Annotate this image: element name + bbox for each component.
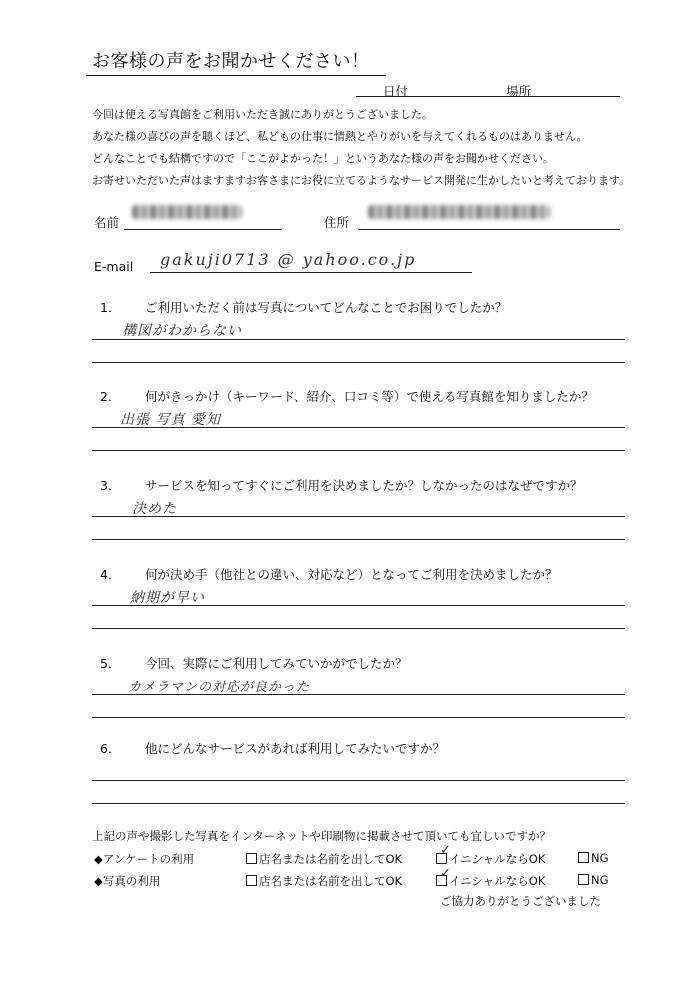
q6-line-1 <box>92 780 625 781</box>
q5-text: 今回、実際にご利用してみていかがでしたか？ <box>145 656 408 671</box>
consent-row-1-opt2[interactable] <box>436 851 545 867</box>
q2-text: 何がきっかけ（キーワード、紹介、口コミ等）で使える写真館を知りましたか？ <box>145 389 594 404</box>
q5-line-1 <box>92 694 625 695</box>
checkmark-icon: ✓ <box>440 866 451 881</box>
consent-row-2-opt3[interactable] <box>578 873 609 887</box>
q2-line-1 <box>92 427 625 428</box>
checkbox-icon[interactable] <box>246 853 257 864</box>
address-label: 住所 <box>324 215 350 230</box>
intro-line-3: どんなことでも結構ですので「ここがよかった！」というあなた様の声をお聞かせください。 <box>92 152 554 165</box>
checkbox-icon[interactable] <box>246 875 257 886</box>
date-label: 日付 <box>383 84 409 99</box>
consent-row-1-opt3-label: NG <box>591 851 609 865</box>
q1-line-1 <box>92 339 625 340</box>
email-label: E-mail <box>94 259 134 274</box>
email-value: gakuji0713 @ yahoo.co.jp <box>160 250 417 269</box>
q2-number: 2． <box>100 389 121 404</box>
q4-line-2 <box>92 628 625 629</box>
q3-answer: 決めた <box>132 501 177 517</box>
q6-line-2 <box>92 803 625 804</box>
q3-line-1 <box>92 516 625 517</box>
q5-number: 5． <box>100 656 121 671</box>
checkmark-icon: ✓ <box>440 843 451 858</box>
email-line <box>150 272 472 273</box>
redacted-address <box>368 205 550 219</box>
checkbox-icon[interactable] <box>578 852 589 863</box>
q6-number: 6． <box>100 741 121 756</box>
q3-line-2 <box>92 539 625 540</box>
intro-line-4: お寄せいただいた声はますますお客さまにお役に立てるようなサービス開発に生かしたいと考えております。 <box>92 174 631 187</box>
consent-row-2-opt2[interactable] <box>436 873 545 889</box>
q3-text: サービスを知ってすぐにご利用を決めましたか？しなかったのはなぜですか？ <box>145 478 583 493</box>
consent-row-2-opt2-label: イニシャルならOK <box>449 874 546 888</box>
consent-question: 上記の声や撮影した写真をインターネットや印刷物に掲載させて頂いても宜しいですか？ <box>92 829 551 843</box>
consent-row-1-opt2-label: イニシャルならOK <box>449 852 546 866</box>
q5-answer: カメラマンの対応が良かった <box>128 680 311 695</box>
title-underline <box>86 75 386 76</box>
q2-answer: 出張 写真 愛知 <box>120 412 221 428</box>
address-line <box>358 229 620 230</box>
q6-text: 他にどんなサービスがあれば利用してみたいですか？ <box>145 741 446 756</box>
name-line <box>124 229 282 230</box>
consent-row-2-opt1[interactable] <box>246 873 402 889</box>
consent-row-1-label: ◆アンケートの利用 <box>94 852 195 866</box>
intro-line-1: 今回は使える写真館をご利用いただき誠にありがとうございました。 <box>92 108 433 121</box>
q4-line-1 <box>92 605 625 606</box>
name-label: 名前 <box>94 215 120 230</box>
q4-number: 4． <box>100 567 121 582</box>
page-title: お客様の声をお聞かせください！ <box>92 51 370 72</box>
q1-line-2 <box>92 362 625 363</box>
q4-text: 何が決め手（他社との違い、対応など）となってご利用を決めましたか？ <box>145 567 558 582</box>
redacted-name <box>132 205 242 219</box>
consent-row-2-opt1-label: 店名または名前を出してOK <box>259 874 403 888</box>
q4-answer: 納期が早い <box>130 590 205 606</box>
consent-row-2-label: ◆写真の利用 <box>94 874 161 888</box>
q1-text: ご利用いただく前は写真についてどんなことでお困りでしたか？ <box>145 300 508 315</box>
intro-line-2: あなた様の喜びの声を聴くほど、私どもの仕事に情熱とやりがいを与えてくれるものはありません。 <box>92 130 588 143</box>
thanks-text: ご協力ありがとうございました <box>440 894 601 908</box>
q5-line-2 <box>92 717 625 718</box>
q3-number: 3． <box>100 478 121 493</box>
place-label: 場所 <box>506 84 532 99</box>
q1-answer: 構図がわからない <box>122 323 242 339</box>
q2-line-2 <box>92 450 625 451</box>
consent-row-1-opt1[interactable] <box>246 851 402 867</box>
checkbox-icon[interactable] <box>578 874 589 885</box>
q1-number: 1． <box>100 300 121 315</box>
date-place-line <box>356 96 620 97</box>
consent-row-1-opt1-label: 店名または名前を出してOK <box>259 852 403 866</box>
consent-row-2-opt3-label: NG <box>591 873 609 887</box>
consent-row-1-opt3[interactable] <box>578 851 609 865</box>
